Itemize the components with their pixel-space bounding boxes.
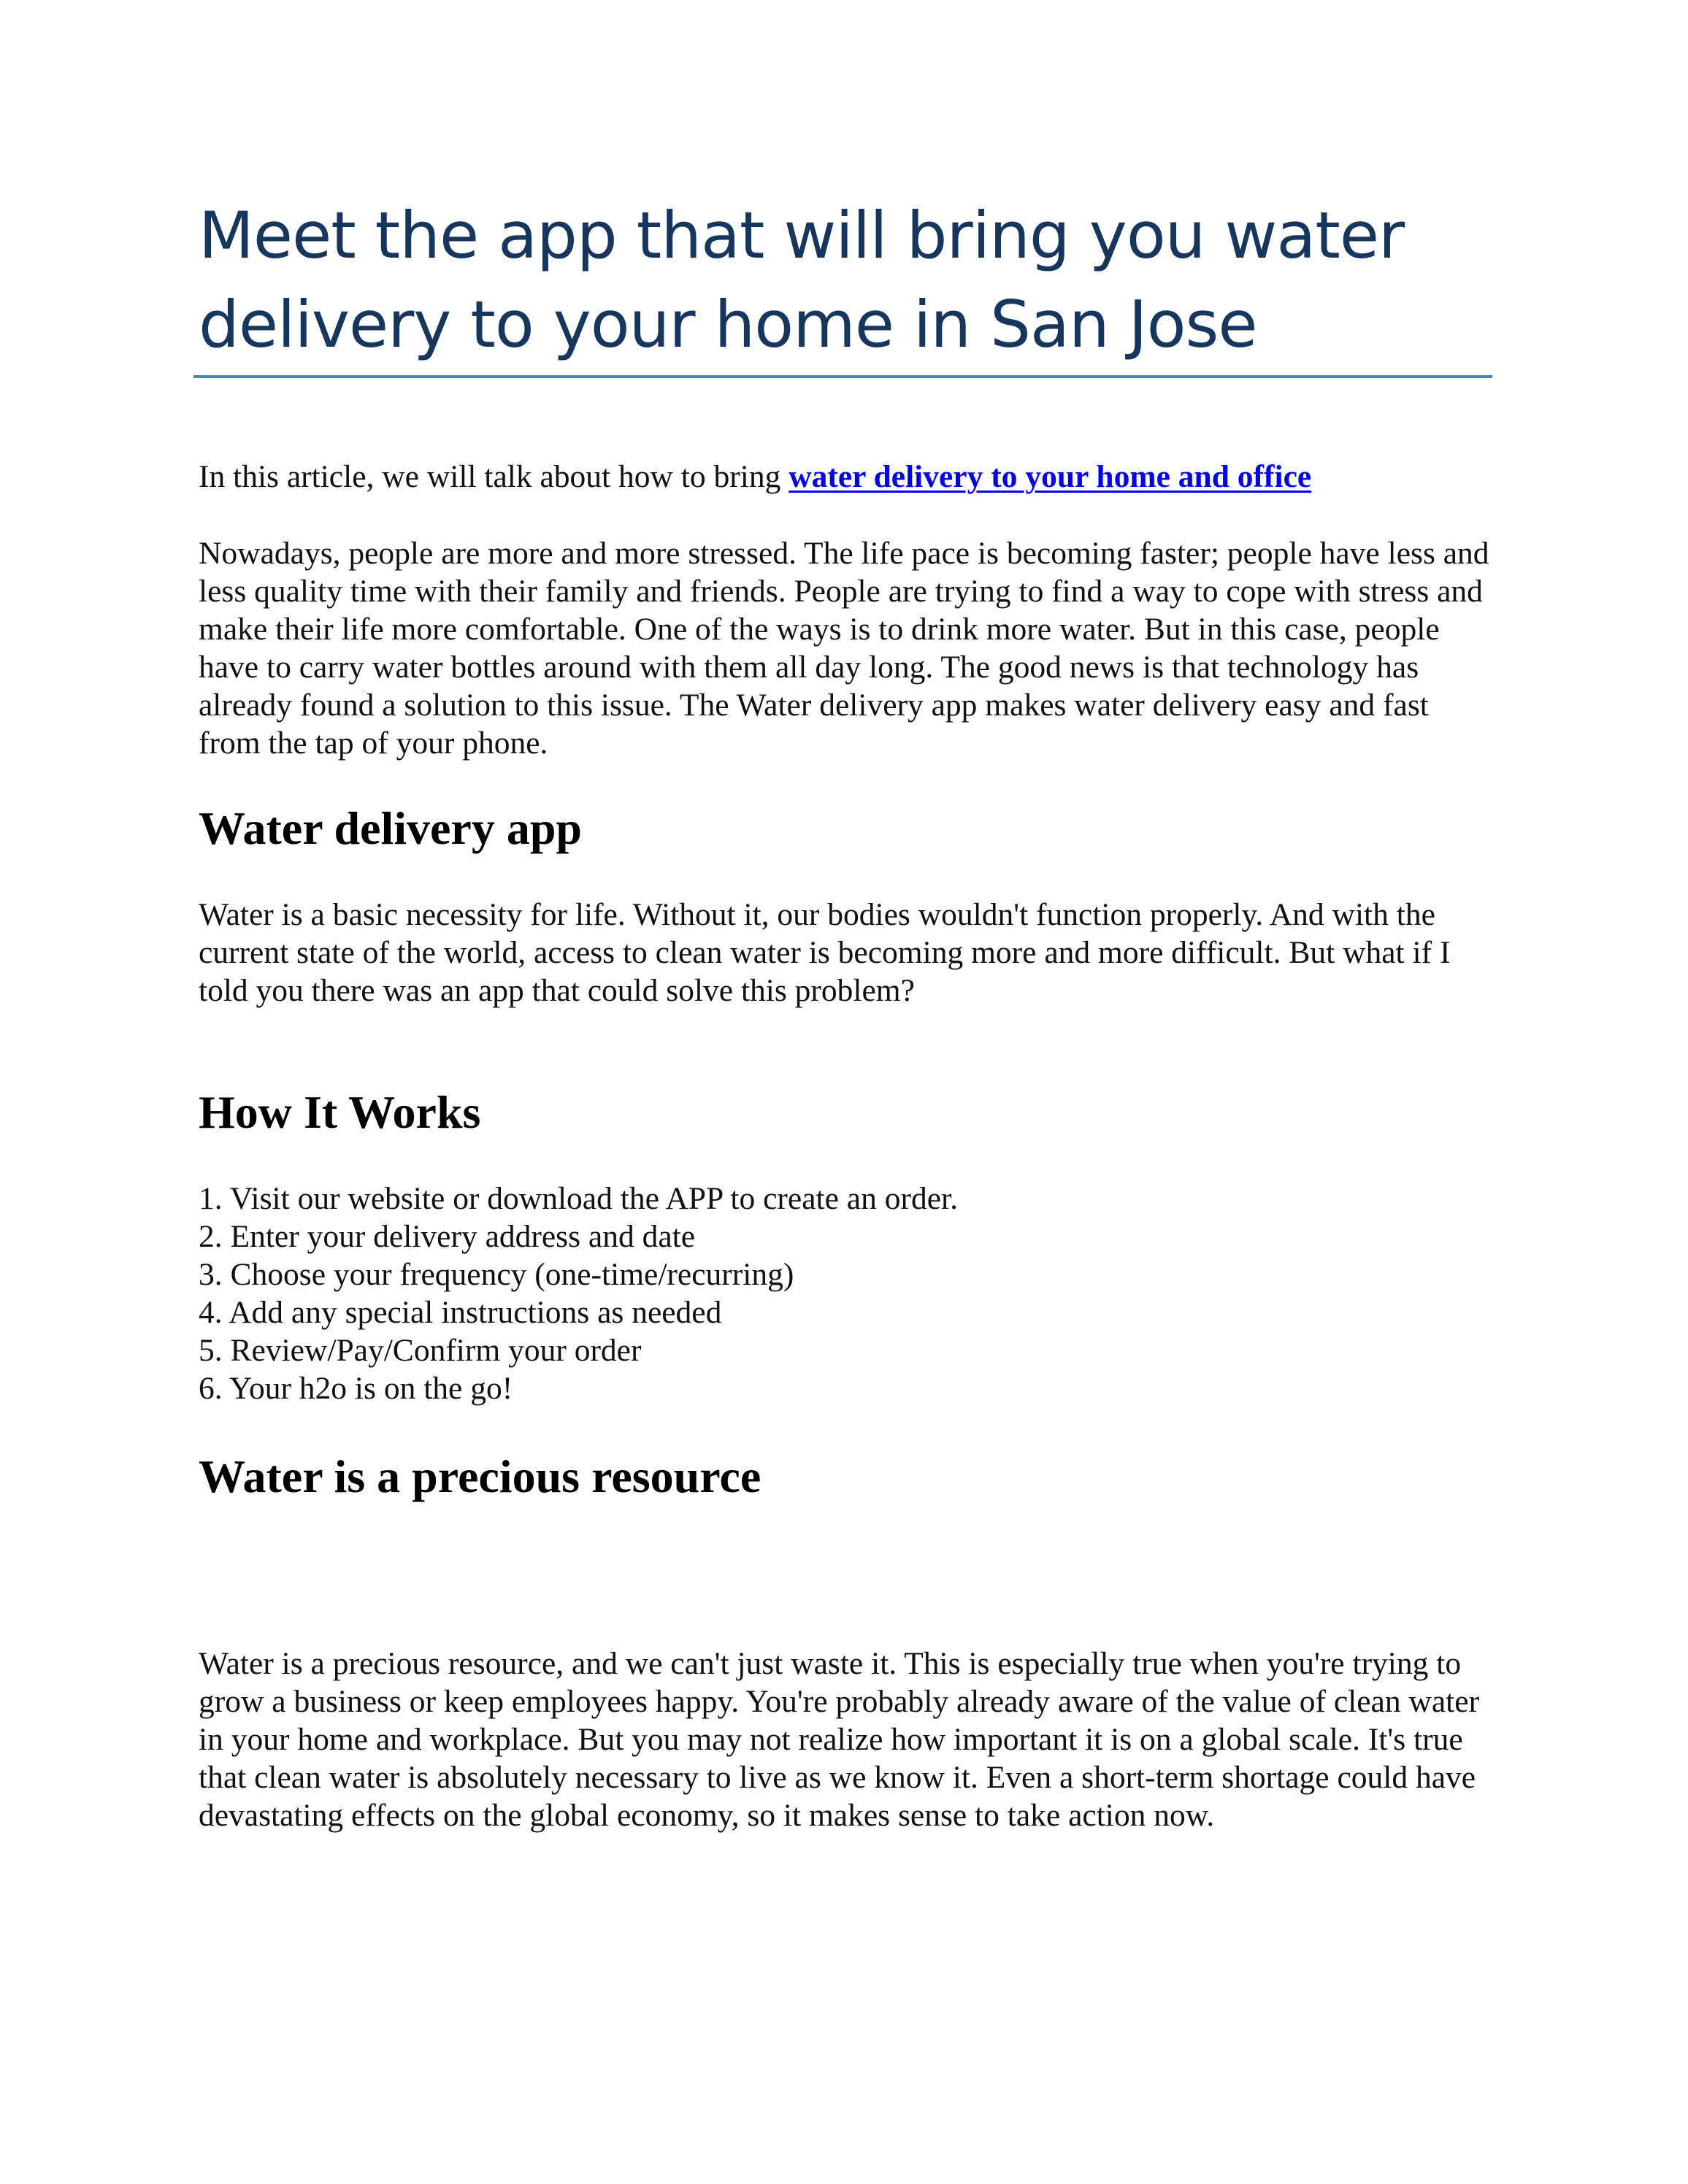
how-it-works-steps [199,1180,1498,1407]
water-delivery-link[interactable]: water delivery to your home and office [789,459,1312,494]
stress-paragraph: Nowadays, people are more and more stressed. The life pace is becoming faster; people have less and less quality time with their family and friends. People are trying to find a way to cope with stress and make their life more comfortable. One of the ways is to drink more water. But in this case, people have to carry water bottles around with them all day long. The good news is that technology has already found a solution to this issue. The Water delivery app makes water delivery easy and fast from the tap of your phone. [199,536,1489,761]
water-necessity-paragraph: Water is a basic necessity for life. Without it, our bodies wouldn't function properly. And with the current state of the world, access to clean water is becoming more and more difficult. But what if I told you there was an app that could solve this problem? [199,897,1451,1008]
section-heading-precious-resource: Water is a precious resource [199,1450,761,1502]
precious-resource-paragraph: Water is a precious resource, and we can't just waste it. This is especially true when you're trying to grow a business or keep employees happy. You're probably already aware of the value of clean water in your home and workplace. But you may not realize how important it is on a global scale. It's true that clean water is absolutely necessary to live as we know it. Even a short-term shortage could have devastating effects on the global economy, so it makes sense to take action now. [199,1646,1480,1833]
step-item: 6. Your h2o is on the go! [199,1371,513,1406]
step-item: 2. Enter your delivery address and date [199,1219,696,1254]
step-item: 3. Choose your frequency (one-time/recurring) [199,1257,794,1292]
title-divider [193,375,1492,378]
step-item: 5. Review/Pay/Confirm your order [199,1333,642,1368]
article-title: Meet the app that will bring you water delivery to your home in San Jose [199,198,1405,362]
section-heading-water-delivery-app: Water delivery app [199,802,582,854]
step-item: 1. Visit our website or download the APP to create an order. [199,1181,958,1216]
intro-text: In this article, we will talk about how to bring [199,459,789,494]
step-item: 4. Add any special instructions as needed [199,1295,722,1330]
intro-paragraph [199,458,1498,496]
section-heading-how-it-works: How It Works [199,1086,481,1138]
